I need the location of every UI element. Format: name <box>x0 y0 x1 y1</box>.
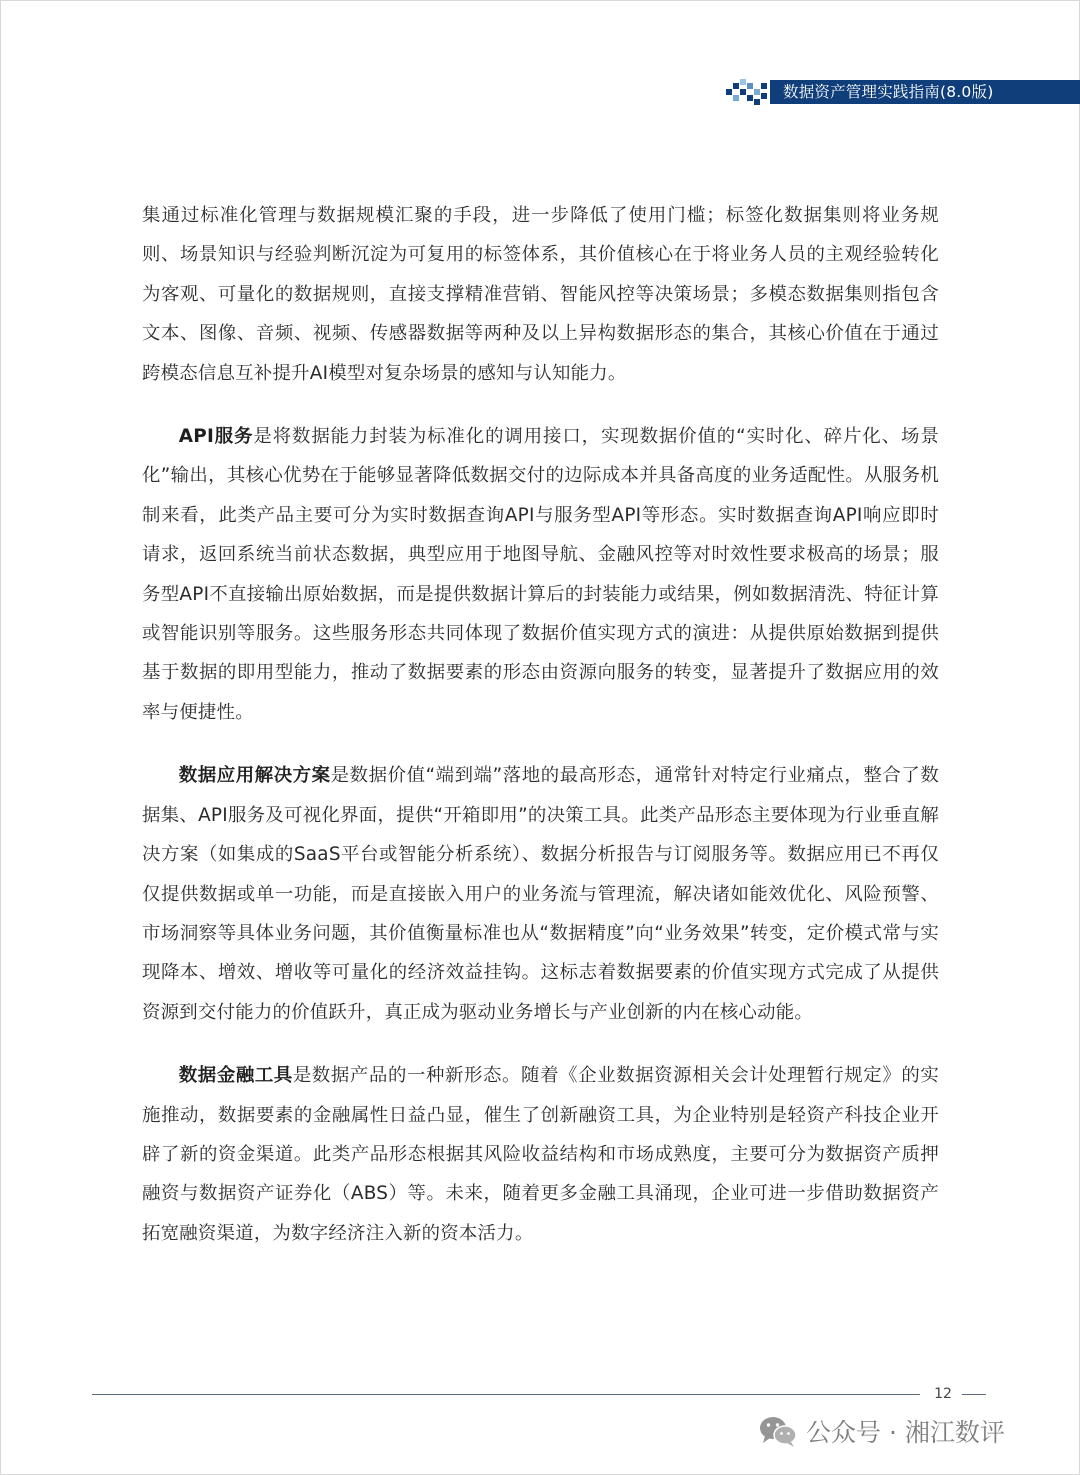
paragraph-text: 集通过标准化管理与数据规模汇聚的手段，进一步降低了使用门槛；标签化数据集则将业务规则、场景知识与经验判断沉淀为可复用的标签体系，其价值核心在于将业务人员的主观经验转化为客观、可量化的数据规则，直接支撑精准营销、智能风控等决策场景；多模态数据集则指包含文本、图像、音频、视频、传感器数据等两种及以上异构数据形态的集合，其核心价值在于通过跨模态信息互补提升AI模型对复杂场景的感知与认知能力。 <box>142 205 939 384</box>
paragraph-datasets <box>142 196 939 393</box>
paragraph-data-finance <box>142 1056 939 1253</box>
footer-divider <box>92 1394 920 1395</box>
paragraph-data-application <box>142 756 939 1032</box>
paragraph-text: 是数据价值“端到端”落地的最高形态，通常针对特定行业痛点，整合了数据集、API服务及可视化界面，提供“开箱即用”的决策工具。此类产品形态主要体现为行业垂直解决方案（如集成的SaaS平台或智能分析系统）、数据分析报告与订阅服务等。数据应用已不再仅仅提供数据或单一功能，而是直接嵌入用户的业务流与管理流，解决诸如能效优化、风险预警、市场洞察等具体业务问题，其价值衡量标准也从“数据精度”向“业务效果”转变，定价模式常与实现降本、增效、增收等可量化的经济效益挂钩。这标志着数据要素的价值实现方式完成了从提供资源到交付能力的价值跃升，真正成为驱动业务增长与产业创新的内在核心动能。 <box>142 765 939 1023</box>
paragraph-api-service <box>142 417 939 732</box>
paragraph-lead: 数据应用解决方案 <box>178 765 331 787</box>
paragraph-lead: 数据金融工具 <box>178 1065 293 1087</box>
paragraph-lead: API服务 <box>178 426 254 448</box>
paragraph-text: 是将数据能力封装为标准化的调用接口，实现数据价值的“实时化、碎片化、场景化”输出，其核心优势在于能够显著降低数据交付的边际成本并具备高度的业务适配性。从服务机制来看，此类产品主要可分为实时数据查询API与服务型API等形态。实时数据查询API响应即时请求，返回系统当前状态数据，典型应用于地图导航、金融风控等对时效性要求极高的场景；服务型API不直接输出原始数据，而是提供数据计算后的封装能力或结果，例如数据清洗、特征计算或智能识别等服务。这些服务形态共同体现了数据价值实现方式的演进：从提供原始数据到提供基于数据的即用型能力，推动了数据要素的形态由资源向服务的转变，显著提升了数据应用的效率与便捷性。 <box>142 426 939 723</box>
wechat-icon <box>758 1414 798 1448</box>
page-number: 12 <box>934 1386 952 1402</box>
pixel-logo-icon <box>726 79 774 105</box>
document-title: 数据资产管理实践指南(8.0版) <box>783 83 994 101</box>
paragraph-text: 是数据产品的一种新形态。随着《企业数据资源相关会计处理暂行规定》的实施推动，数据要素的金融属性日益凸显，催生了创新融资工具，为企业特别是轻资产科技企业开辟了新的资金渠道。此类产品形态根据其风险收益结构和市场成熟度，主要可分为数据资产质押融资与数据资产证券化（ABS）等。未来，随着更多金融工具涌现，企业可进一步借助数据资产拓宽融资渠道，为数字经济注入新的资本活力。 <box>142 1065 939 1244</box>
body-text <box>142 196 939 1253</box>
footer-divider-right <box>962 1394 986 1395</box>
watermark-text: 公众号 · 湘江数评 <box>806 1418 1005 1447</box>
watermark <box>758 1414 1005 1448</box>
